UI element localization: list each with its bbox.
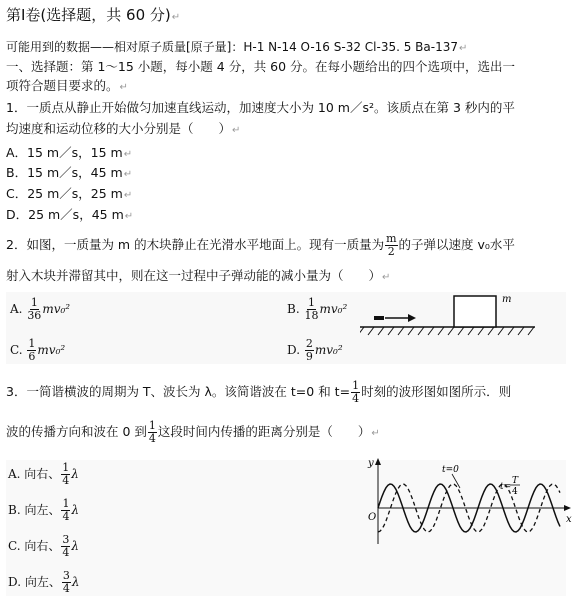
x-axis-arrowhead (564, 505, 571, 511)
q1-option-c: C．25 m／s，25 m↵ (6, 186, 133, 201)
t0-label: t=0 (442, 465, 459, 475)
q3-option-d: D. 向左、 $\frac{3}{4}$ λ (8, 569, 80, 595)
fraction-m-over-2: $\frac{m}{2}$ (386, 232, 397, 258)
wood-block (454, 296, 496, 327)
ground-hatching (360, 327, 534, 335)
fraction-quarter-2: $\frac{1}{4}$ (148, 419, 156, 445)
q1-option-d: D．25 m／s，45 m↵ (6, 207, 134, 222)
section-title: 第Ⅰ卷(选择题，共 60 分)↵ (6, 6, 181, 24)
y-axis-arrowhead (375, 458, 381, 465)
x-axis-label: x (566, 514, 572, 525)
q3-wave-figure (360, 456, 575, 546)
q3-stem-line-2: 波的传播方向和波在 0 到 $\frac{1}{4}$ 这段时间内传播的距离分别是（ ）↵ (6, 419, 380, 445)
velocity-arrowhead (408, 314, 416, 322)
q2-option-d: D. $\frac{2}{9}$ mv₀² (287, 337, 343, 363)
q3-stem-line-1: 3．一简谐横波的周期为 T、波长为 λ。该简谐波在 t=0 和 t= $\frac{1}{4}$ 时刻的波形图如图所示．则 (6, 379, 512, 405)
fraction-quarter-1: $\frac{1}{4}$ (352, 379, 360, 405)
q1-stem-line-2: 均速度和运动位移的大小分别是（ ）↵ (6, 121, 241, 136)
q2-option-a: A. $\frac{1}{36}$ mv₀² (10, 296, 71, 322)
q3-option-c: C. 向右、 $\frac{3}{4}$ λ (8, 533, 79, 559)
instruction-line-1: 一、选择题：第 1～15 小题，每小题 4 分，共 60 分。在每小题给出的四个选项中，选出一 (6, 59, 516, 74)
q2-option-c: C. $\frac{1}{6}$ mv₀² (10, 337, 66, 363)
t-quarter-prefix: t= (500, 482, 512, 492)
q1-stem-line-1: 1．一质点从静止开始做匀加速直线运动，加速度大小为 10 m／s²。该质点在第 3 秒内的平 (6, 100, 515, 115)
q2-stem-line-2: 射入木块并滞留其中，则在这一过程中子弹动能的减小量为（ ）↵ (6, 268, 391, 283)
t-quarter-num: T (512, 476, 519, 486)
q2-stem-line-1: 2．如图，一质量为 m 的木块静止在光滑水平地面上。现有一质量为 $\frac{m}{2}$ 的子弹以速度 v₀水平 (6, 232, 515, 258)
y-axis-label: y (368, 458, 374, 469)
q2-option-b: B. $\frac{1}{18}$ mv₀² (287, 296, 348, 322)
q1-option-a: A．15 m／s，15 m↵ (6, 145, 133, 160)
block-mass-label: m (502, 294, 512, 305)
atomic-mass-data: 可能用到的数据——相对原子质量[原子量]：H-1 N-14 O-16 S-32 Cl-35. 5 Ba-137↵ (6, 40, 468, 54)
q3-option-b: B. 向左、 $\frac{1}{4}$ λ (8, 497, 80, 523)
q3-option-a: A. 向右、 $\frac{1}{4}$ λ (8, 461, 79, 487)
q2-figure (360, 290, 540, 340)
origin-label: O (368, 512, 377, 523)
q1-option-b: B．15 m／s，45 m↵ (6, 165, 133, 180)
instruction-line-2: 项符合题目要求的。↵ (6, 78, 128, 93)
bullet (374, 316, 384, 320)
t-quarter-den: 4 (512, 487, 518, 497)
